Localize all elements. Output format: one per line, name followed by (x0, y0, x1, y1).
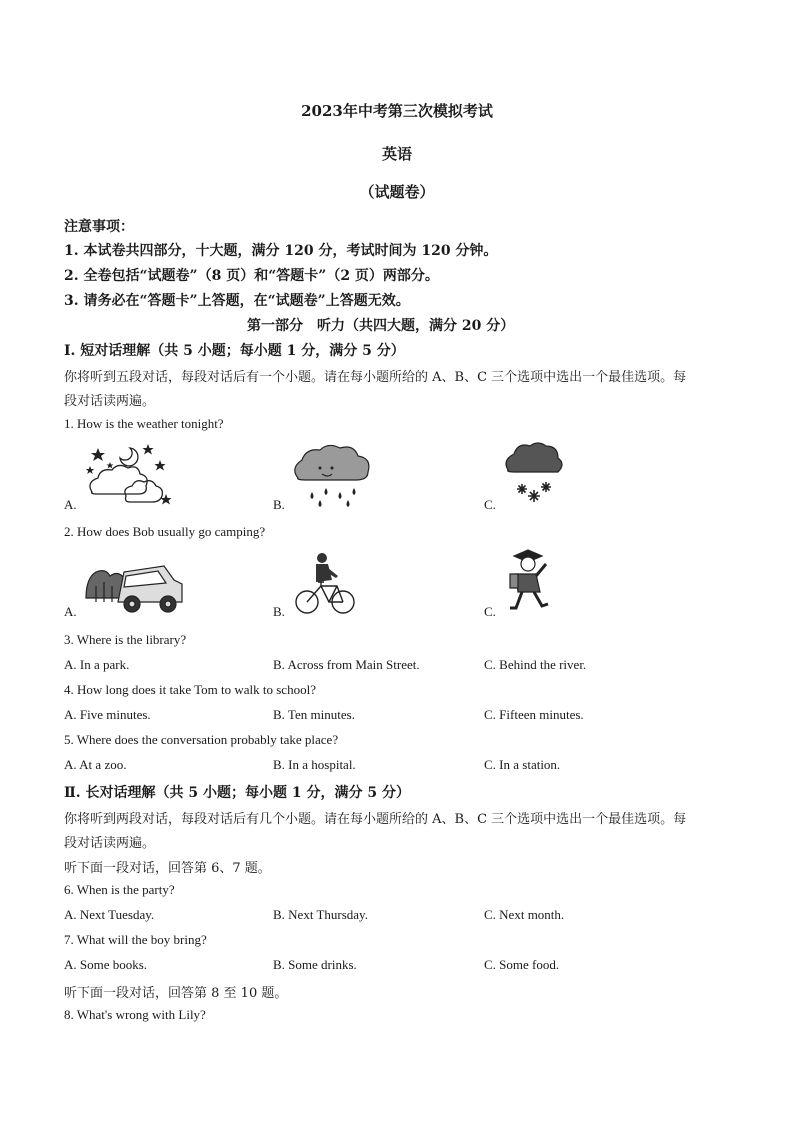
section1-instruction: 你将听到五段对话，每段对话后有一个小题。请在每小题所给的 A、B、C 三个选项中选出一个最佳选项。每 (64, 370, 687, 385)
car-trip-icon (82, 552, 186, 616)
option-text: C. In a station. (484, 757, 561, 772)
option-label: B. (273, 604, 285, 619)
dialog-intro: 听下面一段对话，回答第 6、7 题。 (64, 861, 271, 876)
option-text: A. Five minutes. (64, 707, 151, 722)
option-label: C. (484, 497, 496, 512)
option-text: A. In a park. (64, 657, 130, 672)
question-stem: 7. What will the boy bring? (64, 932, 207, 947)
question-stem: 6. When is the party? (64, 882, 175, 897)
option-text: B. Next Thursday. (273, 907, 368, 922)
snow-cloud-icon (502, 440, 564, 512)
walking-student-icon (504, 548, 554, 616)
option-text: C. Next month. (484, 907, 565, 922)
notes-heading: 注意事项： (64, 219, 134, 235)
subject-title: 英语 (381, 145, 412, 163)
option-text: B. Some drinks. (273, 957, 357, 972)
question-stem: 3. Where is the library? (64, 632, 187, 647)
option-label: A. (64, 604, 77, 619)
question-stem: 2. How does Bob usually go camping? (64, 524, 266, 539)
section2-heading: Ⅱ. 长对话理解（共 5 小题；每小题 1 分，满分 5 分） (64, 785, 411, 801)
section1-heading: Ⅰ. 短对话理解（共 5 小题；每小题 1 分，满分 5 分） (64, 343, 405, 359)
option-text: C. Some food. (484, 957, 560, 972)
question-stem: 1. How is the weather tonight? (64, 416, 224, 431)
option-text: A. At a zoo. (64, 757, 127, 772)
dialog-intro: 听下面一段对话，回答第 8 至 10 题。 (64, 986, 288, 1001)
section2-instruction: 段对话读两遍。 (64, 836, 156, 851)
question-stem: 5. Where does the conversation probably take place? (64, 732, 339, 747)
question-stem: 4. How long does it take Tom to walk to school? (64, 682, 316, 697)
option-text: C. Behind the river. (484, 657, 587, 672)
option-text: B. In a hospital. (273, 757, 356, 772)
bicycle-rider-icon (294, 552, 356, 618)
option-label: A. (64, 497, 77, 512)
section2-instruction: 你将听到两段对话，每段对话后有几个小题。请在每小题所给的 A、B、C 三个选项中选出一个最佳选项。每 (64, 812, 687, 827)
option-text: B. Ten minutes. (273, 707, 355, 722)
option-text: A. Some books. (64, 957, 148, 972)
note-item: 3. 请务必在“答题卡”上答题，在“试题卷”上答题无效。 (64, 293, 410, 309)
question-stem: 8. What's wrong with Lily? (64, 1007, 206, 1022)
rain-cloud-icon (290, 444, 380, 508)
part1-heading: 第一部分 听力（共四大题，满分 20 分） (247, 318, 515, 334)
paper-type: （试题卷） (359, 183, 435, 201)
option-label: B. (273, 497, 285, 512)
night-stars-clouds-icon (82, 440, 174, 508)
note-item: 2. 全卷包括“试题卷”（8 页）和“答题卡”（2 页）两部分。 (64, 268, 439, 284)
option-text: C. Fifteen minutes. (484, 707, 584, 722)
option-label: C. (484, 604, 496, 619)
note-item: 1. 本试卷共四部分，十大题，满分 120 分，考试时间为 120 分钟。 (64, 243, 498, 259)
section1-instruction: 段对话读两遍。 (64, 394, 156, 409)
option-text: A. Next Tuesday. (64, 907, 155, 922)
option-text: B. Across from Main Street. (273, 657, 420, 672)
exam-title: 2023年中考第三次模拟考试 (301, 102, 493, 120)
